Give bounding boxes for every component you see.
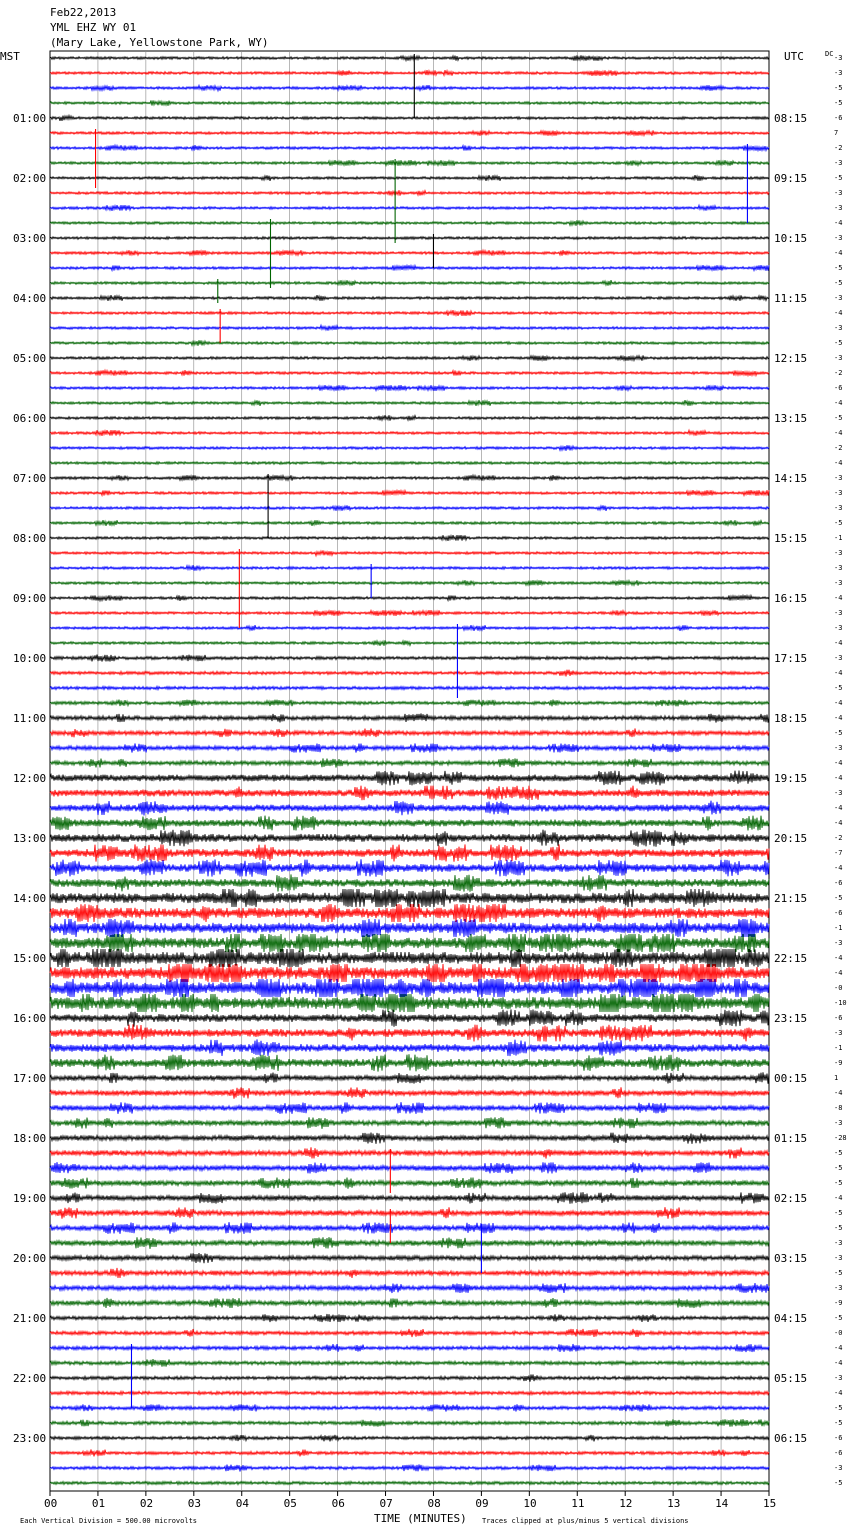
dc-offset-label: -4 <box>834 969 843 977</box>
utc-hour-label: 06:15 <box>774 1432 808 1445</box>
dc-label: DC <box>825 50 834 58</box>
utc-hour-label: 20:15 <box>774 832 808 845</box>
mst-hour-label: 07:00 <box>13 472 47 485</box>
dc-offset-label: -3 <box>834 474 843 482</box>
dc-offset-label: -3 <box>834 1254 843 1262</box>
trace <box>50 743 769 752</box>
dc-offset-label: -4 <box>834 1194 843 1202</box>
dc-offset-label: -3 <box>834 189 843 197</box>
dc-offset-label: -1 <box>834 534 843 542</box>
x-tick-label: 03 <box>187 1497 202 1510</box>
mst-axis-label: MST <box>0 50 20 63</box>
trace <box>50 265 769 271</box>
dc-offset-label: -28 <box>834 1134 847 1142</box>
trace <box>50 160 769 166</box>
trace <box>50 949 769 967</box>
x-tick-label: 04 <box>235 1497 249 1510</box>
dc-offset-label: -6 <box>834 1449 843 1457</box>
dc-offset-label: -3 <box>834 54 843 62</box>
trace <box>50 1314 769 1322</box>
trace <box>50 475 769 481</box>
dc-offset-label: -0 <box>834 984 843 992</box>
trace <box>50 1329 769 1337</box>
utc-hour-label: 10:15 <box>774 232 808 245</box>
x-tick-label: 07 <box>379 1497 393 1510</box>
x-axis-title: TIME (MINUTES) <box>374 1512 467 1525</box>
mst-hour-label: 08:00 <box>13 532 47 545</box>
dc-offset-label: -3 <box>834 564 843 572</box>
trace <box>50 1298 769 1308</box>
trace <box>50 250 769 256</box>
dc-offset-label: -5 <box>834 1479 843 1487</box>
trace <box>50 714 769 723</box>
trace <box>50 1481 769 1484</box>
mst-hour-label: 15:00 <box>13 952 47 965</box>
mst-hour-label: 12:00 <box>13 772 47 785</box>
dc-offset-label: -3 <box>834 654 843 662</box>
dc-offset-label: -5 <box>834 174 843 182</box>
dc-offset-label: -2 <box>834 444 843 452</box>
dc-offset-label: -4 <box>834 819 843 827</box>
mst-hour-label: 09:00 <box>13 592 47 605</box>
trace <box>50 1359 769 1367</box>
x-tick-label: 06 <box>331 1497 345 1510</box>
dc-offset-label: -4 <box>834 714 843 722</box>
dc-offset-label: -5 <box>834 1224 843 1232</box>
trace <box>50 237 769 240</box>
trace <box>50 1147 769 1158</box>
dc-offset-label: -4 <box>834 1389 843 1397</box>
trace <box>50 874 769 891</box>
vertical-division-note: Each Vertical Division = 500.00 microvolts <box>20 1517 198 1525</box>
dc-offset-label: -0 <box>834 1329 843 1337</box>
mst-hour-label: 14:00 <box>13 892 47 905</box>
trace <box>50 1404 769 1411</box>
dc-offset-label: -3 <box>834 1029 843 1037</box>
trace <box>50 116 769 121</box>
trace <box>50 994 769 1012</box>
dc-offset-label: -5 <box>834 1164 843 1172</box>
utc-hour-label: 15:15 <box>774 532 808 545</box>
dc-offset-label: -1 <box>834 1044 843 1052</box>
trace <box>50 85 769 91</box>
dc-offset-label: -2 <box>834 369 843 377</box>
mst-hour-label: 11:00 <box>13 712 47 725</box>
dc-offset-label: -6 <box>834 909 843 917</box>
x-tick-label: 02 <box>139 1497 154 1510</box>
trace <box>50 640 769 646</box>
mst-hour-label: 10:00 <box>13 652 47 665</box>
trace <box>50 280 769 286</box>
dc-offset-label: -6 <box>834 384 843 392</box>
dc-offset-label: -3 <box>834 1284 843 1292</box>
dc-offset-label: -5 <box>834 729 843 737</box>
trace <box>50 1419 769 1427</box>
trace <box>50 340 769 346</box>
trace <box>50 889 769 907</box>
trace <box>50 355 769 360</box>
mst-hour-label: 01:00 <box>13 112 47 125</box>
dc-offset-label: -3 <box>834 489 843 497</box>
trace <box>50 816 769 831</box>
x-tick-label: 05 <box>283 1497 297 1510</box>
utc-hour-label: 11:15 <box>774 292 808 305</box>
trace <box>50 190 769 196</box>
trace <box>50 1133 769 1144</box>
x-tick-label: 12 <box>619 1497 633 1510</box>
dc-offset-label: -4 <box>834 774 843 782</box>
trace <box>50 175 769 181</box>
utc-hour-label: 04:15 <box>774 1312 808 1325</box>
trace <box>50 445 769 451</box>
utc-hour-label: 18:15 <box>774 712 808 725</box>
dc-offset-label: -8 <box>834 1104 843 1112</box>
dc-offset-label: -5 <box>834 99 843 107</box>
utc-hour-label: 17:15 <box>774 652 808 665</box>
dc-offset-label: -4 <box>834 249 843 257</box>
dc-offset-label: -4 <box>834 1089 843 1097</box>
utc-hour-label: 05:15 <box>774 1372 808 1385</box>
utc-hour-label: 01:15 <box>774 1132 808 1145</box>
dc-offset-label: -1 <box>834 924 843 932</box>
dc-offset-label: -5 <box>834 264 843 272</box>
dc-offset-labels <box>834 54 847 1487</box>
mst-hour-label: 23:00 <box>13 1432 47 1445</box>
dc-offset-label: -3 <box>834 609 843 617</box>
mst-hour-label: 13:00 <box>13 832 47 845</box>
trace <box>50 1283 769 1293</box>
trace <box>50 400 769 406</box>
dc-offset-label: -4 <box>834 594 843 602</box>
trace <box>50 1450 769 1457</box>
dc-offset-label: -3 <box>834 234 843 242</box>
utc-hour-label: 23:15 <box>774 1012 808 1025</box>
dc-offset-label: -9 <box>834 1299 843 1307</box>
dc-offset-label: -6 <box>834 114 843 122</box>
dc-offset-label: -5 <box>834 1314 843 1322</box>
mst-hour-label: 05:00 <box>13 352 47 365</box>
trace <box>50 964 769 982</box>
trace <box>50 1391 769 1394</box>
trace <box>50 686 769 689</box>
dc-offset-label: -3 <box>834 354 843 362</box>
trace <box>50 859 769 876</box>
trace <box>50 655 769 662</box>
record-date: Feb22,2013 <box>50 6 117 19</box>
dc-offset-label: -4 <box>834 759 843 767</box>
trace <box>50 919 769 937</box>
x-tick-labels <box>44 1491 776 1510</box>
trace <box>50 700 769 707</box>
trace <box>50 595 769 601</box>
dc-offset-label: -6 <box>834 879 843 887</box>
dc-offset-label: -5 <box>834 1209 843 1217</box>
dc-offset-label: -5 <box>834 894 843 902</box>
trace <box>50 801 769 816</box>
dc-offset-label: -3 <box>834 1464 843 1472</box>
dc-offset-label: -5 <box>834 684 843 692</box>
utc-hour-label: 12:15 <box>774 352 808 365</box>
dc-offset-label: -10 <box>834 999 847 1007</box>
trace <box>50 310 769 316</box>
dc-offset-label: -5 <box>834 1269 843 1277</box>
dc-offset-label: -3 <box>834 1239 843 1247</box>
utc-hour-label: 08:15 <box>774 112 808 125</box>
mst-hour-label: 06:00 <box>13 412 47 425</box>
dc-offset-label: -4 <box>834 219 843 227</box>
trace <box>50 550 769 555</box>
dc-offset-label: -3 <box>834 504 843 512</box>
dc-offset-label: -5 <box>834 1179 843 1187</box>
mst-hour-label: 16:00 <box>13 1012 47 1025</box>
dc-offset-label: -3 <box>834 579 843 587</box>
mst-hour-label: 03:00 <box>13 232 47 245</box>
dc-offset-label: -5 <box>834 1419 843 1427</box>
dc-offset-label: -5 <box>834 84 843 92</box>
dc-offset-label: -5 <box>834 1149 843 1157</box>
dc-offset-label: -3 <box>834 1374 843 1382</box>
trace <box>50 145 769 151</box>
x-tick-label: 11 <box>571 1497 585 1510</box>
trace <box>50 385 769 391</box>
x-tick-label: 14 <box>715 1497 729 1510</box>
trace <box>50 1039 769 1056</box>
trace <box>50 1087 769 1098</box>
trace <box>50 904 769 922</box>
trace <box>50 535 769 541</box>
trace <box>50 130 769 135</box>
dc-offset-label: -3 <box>834 939 843 947</box>
dc-offset-label: -3 <box>834 294 843 302</box>
dc-offset-label: -3 <box>834 744 843 752</box>
trace <box>50 1072 769 1083</box>
trace <box>50 1009 769 1026</box>
dc-offset-label: -3 <box>834 159 843 167</box>
utc-hour-label: 16:15 <box>774 592 808 605</box>
mst-hour-label: 22:00 <box>13 1372 47 1385</box>
dc-offset-label: -4 <box>834 459 843 467</box>
seismic-traces <box>50 55 769 1484</box>
trace <box>50 55 769 61</box>
dc-offset-label: -5 <box>834 339 843 347</box>
trace <box>50 370 769 376</box>
mst-hour-label: 17:00 <box>13 1072 47 1085</box>
trace <box>50 844 769 861</box>
trace <box>50 1024 769 1041</box>
trace <box>50 1162 769 1174</box>
station-location: (Mary Lake, Yellowstone Park, WY) <box>50 36 269 49</box>
x-tick-label: 01 <box>91 1497 106 1510</box>
trace <box>50 1207 769 1219</box>
trace <box>50 1374 769 1381</box>
utc-hour-label: 02:15 <box>774 1192 808 1205</box>
x-tick-label: 09 <box>475 1497 489 1510</box>
dc-offset-label: -4 <box>834 429 843 437</box>
trace <box>50 728 769 737</box>
x-tick-label: 13 <box>667 1497 681 1510</box>
mst-hour-labels <box>13 112 46 1445</box>
mst-hour-label: 04:00 <box>13 292 47 305</box>
trace <box>50 580 769 585</box>
trace <box>50 505 769 511</box>
trace <box>50 520 769 526</box>
dc-offset-label: -4 <box>834 1344 843 1352</box>
utc-hour-label: 13:15 <box>774 412 808 425</box>
trace <box>50 771 769 786</box>
x-tick-label: 08 <box>427 1497 441 1510</box>
dc-offset-label: -3 <box>834 1119 843 1127</box>
dc-offset-label: -4 <box>834 639 843 647</box>
trace <box>50 625 769 631</box>
trace <box>50 100 769 105</box>
utc-hour-label: 03:15 <box>774 1252 808 1265</box>
trace <box>50 670 769 677</box>
x-tick-label: 10 <box>523 1497 537 1510</box>
dc-offset-label: -3 <box>834 624 843 632</box>
dc-offset-label: -5 <box>834 1404 843 1412</box>
mst-hour-label: 19:00 <box>13 1192 47 1205</box>
dc-offset-label: -4 <box>834 1359 843 1367</box>
dc-offset-label: 7 <box>834 129 839 137</box>
dc-offset-label: -7 <box>834 849 843 857</box>
mst-hour-label: 18:00 <box>13 1132 47 1145</box>
trace <box>50 1102 769 1114</box>
utc-hour-label: 09:15 <box>774 172 808 185</box>
trace <box>50 415 769 421</box>
utc-hour-label: 19:15 <box>774 772 808 785</box>
utc-hour-label: 21:15 <box>774 892 808 905</box>
utc-hour-label: 00:15 <box>774 1072 808 1085</box>
trace <box>50 220 769 226</box>
dc-offset-label: -3 <box>834 789 843 797</box>
dc-offset-label: -5 <box>834 519 843 527</box>
dc-offset-label: -4 <box>834 399 843 407</box>
dc-offset-label: -4 <box>834 699 843 707</box>
x-tick-label: 15 <box>763 1497 777 1510</box>
trace <box>50 1268 769 1278</box>
seismic-spikes <box>96 54 748 1408</box>
utc-hour-label: 14:15 <box>774 472 808 485</box>
trace <box>50 1344 769 1352</box>
dc-offset-label: -4 <box>834 804 843 812</box>
trace <box>50 1192 769 1204</box>
dc-offset-label: -9 <box>834 1059 843 1067</box>
trace <box>50 830 769 847</box>
trace <box>50 1435 769 1442</box>
dc-offset-label: -3 <box>834 69 843 77</box>
trace <box>50 325 769 330</box>
trace <box>50 1237 769 1249</box>
dc-offset-label: -4 <box>834 954 843 962</box>
trace <box>50 565 769 571</box>
dc-offset-label: -6 <box>834 1434 843 1442</box>
mst-hour-label: 20:00 <box>13 1252 47 1265</box>
dc-offset-label: -6 <box>834 1014 843 1022</box>
dc-offset-label: -4 <box>834 669 843 677</box>
mst-hour-label: 02:00 <box>13 172 47 185</box>
trace <box>50 758 769 767</box>
clipping-note: Traces clipped at plus/minus 5 vertical divisions <box>482 1517 689 1525</box>
dc-offset-label: -2 <box>834 834 843 842</box>
dc-offset-label: -3 <box>834 549 843 557</box>
station-code: YML EHZ WY 01 <box>50 21 137 34</box>
utc-hour-labels <box>774 112 807 1445</box>
mst-hour-label: 21:00 <box>13 1312 47 1325</box>
dc-offset-label: -4 <box>834 309 843 317</box>
trace <box>50 786 769 801</box>
trace <box>50 1054 769 1071</box>
trace <box>50 1178 769 1189</box>
dc-offset-label: -3 <box>834 324 843 332</box>
dc-offset-label: -3 <box>834 204 843 212</box>
trace <box>50 1117 769 1129</box>
dc-offset-label: -5 <box>834 414 843 422</box>
trace <box>50 430 769 436</box>
dc-offset-label: -2 <box>834 144 843 152</box>
trace <box>50 70 769 76</box>
trace <box>50 490 769 496</box>
dc-offset-label: -5 <box>834 279 843 287</box>
utc-axis-label: UTC <box>784 50 804 63</box>
trace <box>50 295 769 301</box>
trace <box>50 1465 769 1472</box>
utc-hour-label: 22:15 <box>774 952 808 965</box>
trace <box>50 934 769 952</box>
trace <box>50 205 769 211</box>
dc-offset-label: -4 <box>834 864 843 872</box>
trace <box>50 1222 769 1234</box>
trace <box>50 610 769 616</box>
trace <box>50 1253 769 1263</box>
x-tick-label: 00 <box>44 1497 58 1510</box>
trace <box>50 462 769 465</box>
dc-offset-label: 1 <box>834 1074 839 1082</box>
